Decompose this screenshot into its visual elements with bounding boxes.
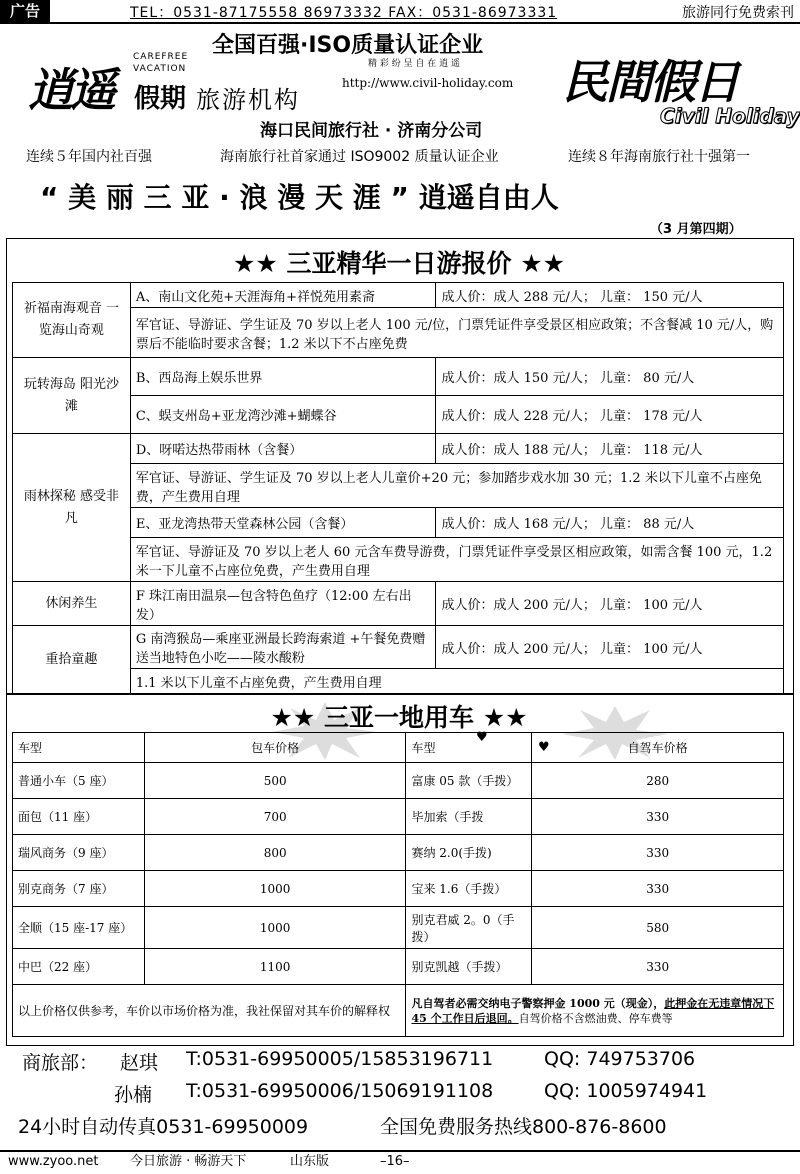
charter-car-type: 别克商务（7 座） — [13, 871, 145, 907]
category-de: 雨林探秘 感受非凡 — [13, 434, 131, 582]
note-e: 军官证、导游证及 70 岁以上老人 60 元含车费导游费，门票凭证件享受景区相应政策，如需含餐 100 元，1.2 米一下儿童不占座位免费，产生费用自理 — [130, 538, 783, 582]
note-a: 军官证、导游证、学生证及 70 岁以上老人 100 元/位，门票凭证件享受景区相应政策；不含餐减 10 元/人，购票后不能临时要求含餐；1.2 米以下不占座免费 — [130, 308, 783, 358]
self-drive-car-type: 宝来 1.6（手拨） — [406, 871, 532, 907]
self-drive-price: 280 — [532, 763, 784, 799]
hotline: 全国免费服务热线800-876-8600 — [380, 1116, 667, 1138]
charter-price: 1100 — [144, 949, 406, 985]
contact-name: 赵琪 — [120, 1052, 159, 1074]
self-drive-price: 330 — [532, 949, 784, 985]
slogan-sub: 精 彩 纷 呈 自 在 逍 遥 — [368, 59, 461, 69]
issue-number: （3 月第四期） — [650, 222, 742, 237]
car-rental-table — [12, 732, 784, 1037]
price-disclaimer: 以上价格仅供参考，车价以市场价格为准，我社保留对其车价的解释权 — [13, 985, 406, 1037]
table-row — [13, 835, 784, 871]
bottom-bar — [0, 1150, 800, 1174]
logo-en-2: VACATION — [133, 64, 187, 74]
achievement-1: 连续５年国内社百强 — [26, 149, 152, 165]
self-drive-car-type: 富康 05 款（手拨） — [406, 763, 532, 799]
table-row — [13, 763, 784, 799]
brand-suffix: 旅游机构 — [196, 86, 300, 114]
charter-car-type: 面包（11 座） — [13, 799, 145, 835]
slogan-main: 全国百强·ISO质量认证企业 — [212, 33, 484, 58]
heart-icon: ♥ — [538, 740, 550, 755]
category-f: 休闲养生 — [13, 582, 131, 626]
website: http://www.civil-holiday.com — [342, 76, 514, 90]
column-header: 车型 — [13, 733, 145, 763]
free-catalog-note: 旅游同行免费索刊 — [682, 5, 794, 21]
note-g: 1.1 米以下儿童不占座免费，产生费用自理 — [130, 669, 783, 695]
fax-line: 24小时自动传真0531-69950009 — [18, 1116, 309, 1138]
self-drive-car-type: 毕加索（手拨 — [406, 799, 532, 835]
contact-name: 孙楠 — [114, 1084, 153, 1106]
price-f: 成人价：成人 200 元/人； 儿童： 100 元/人 — [436, 582, 784, 626]
table-row — [13, 871, 784, 907]
route-a: A、南山文化苑+天涯海角+祥悦苑用素斋 — [130, 283, 436, 308]
banner-title — [40, 176, 780, 216]
contact-phone: T:0531-69950006/15069191108 — [186, 1080, 494, 1102]
brand-name: 假期 — [134, 84, 187, 114]
contact-qq: QQ: 749753706 — [544, 1048, 696, 1070]
charter-price: 1000 — [144, 907, 406, 949]
dept-label: 商旅部： — [22, 1052, 99, 1074]
page-number: –16– — [380, 1154, 410, 1169]
price-b: 成人价：成人 150 元/人； 儿童： 80 元/人 — [436, 358, 784, 396]
route-g: G 南湾猴岛—乘座亚洲最长跨海索道 +午餐免费赠送当地特色小吃——陵水酸粉 — [130, 626, 436, 669]
table-row — [13, 434, 784, 464]
self-drive-price: 580 — [532, 907, 784, 949]
section1-title: ★★ 三亚精华一日游报价 ★★ — [232, 249, 566, 278]
tour-price-table — [12, 282, 784, 695]
achievement-2: 海南旅行社首家通过 ISO9002 质量认证企业 — [220, 149, 499, 165]
category-a: 祈福南海观音 一览海山奇观 — [13, 283, 131, 358]
self-drive-car-type: 别克君威 2。0（手拨） — [406, 907, 532, 949]
table-notes-row — [13, 985, 784, 1037]
charter-car-type: 全顺（15 座-17 座） — [13, 907, 145, 949]
note-d: 军官证、导游证、学生证及 70 岁以上老人儿童价+20 元；参加踏步戏水加 30 元；1.2 米以下儿童不占座免费，产生费用自理 — [130, 464, 783, 508]
branch-name: 海口民间旅行社 · 济南分公司 — [260, 121, 483, 141]
charter-price: 500 — [144, 763, 406, 799]
top-bar — [0, 0, 800, 24]
header — [0, 24, 800, 174]
charter-car-type: 普通小车（5 座） — [13, 763, 145, 799]
price-e: 成人价：成人 168 元/人； 儿童： 88 元/人 — [436, 508, 784, 538]
charter-price: 800 — [144, 835, 406, 871]
route-f: F 珠江南田温泉—包含特色鱼疗（12:00 左右出发） — [130, 582, 436, 626]
contact-line: TEL：0531-87175558 86973332 FAX：0531-86973331 — [130, 5, 558, 21]
category-bc: 玩转海岛 阳光沙滩 — [13, 358, 131, 434]
price-a: 成人价：成人 288 元/人； 儿童： 150 元/人 — [436, 283, 784, 308]
table-row — [13, 358, 784, 396]
table-row — [13, 582, 784, 626]
route-d: D、呀喏达热带雨林（含餐） — [130, 434, 436, 464]
category-g: 重拾童趣 — [13, 626, 131, 695]
route-b: B、西岛海上娱乐世界 — [130, 358, 436, 396]
price-g: 成人价：成人 200 元/人； 儿童： 100 元/人 — [436, 626, 784, 669]
charter-price: 1000 — [144, 871, 406, 907]
column-header: 包车价格 — [144, 733, 406, 763]
table-row — [13, 626, 784, 669]
contact-phone: T:0531-69950005/15853196711 — [186, 1048, 494, 1070]
magazine-slogan: 今日旅游 · 畅游天下 — [130, 1154, 247, 1169]
self-drive-price: 330 — [532, 871, 784, 907]
logo-mark: 逍遥 — [28, 63, 112, 117]
banner-title-tail: 逍遥自由人 — [418, 181, 559, 214]
self-drive-car-type: 赛纳 2.0(手拨) — [406, 835, 532, 871]
deposit-note-a: 凡自驾者必需交纳电子警察押金 1000 元（现金）， — [411, 996, 665, 1010]
deposit-note — [406, 985, 784, 1037]
deposit-note-c: 自驾价格不含燃油费、停车费等 — [518, 1011, 673, 1025]
contact-qq: QQ: 1005974941 — [544, 1080, 708, 1102]
table-row — [13, 949, 784, 985]
table-row — [13, 907, 784, 949]
route-c: C、蜈支州岛+亚龙湾沙滩+蝴蝶谷 — [130, 396, 436, 434]
table-header-row — [13, 733, 784, 763]
section2-title: ★★ 三亚一地用车 ★★ — [270, 703, 528, 732]
column-header: 自驾车价格 — [532, 733, 784, 763]
price-c: 成人价：成人 228 元/人； 儿童： 178 元/人 — [436, 396, 784, 434]
table-row — [13, 799, 784, 835]
self-drive-price: 330 — [532, 835, 784, 871]
deposit-note-b: 此押金在无违章情况下 45 个工作日后退回。 — [411, 996, 775, 1025]
route-e: E、亚龙湾热带天堂森林公园（含餐） — [130, 508, 436, 538]
banner-title-quoted: “ 美 丽 三 亚 · 浪 漫 天 涯 ” — [40, 181, 409, 214]
charter-car-type: 瑞风商务（9 座） — [13, 835, 145, 871]
edition: 山东版 — [290, 1154, 330, 1169]
self-drive-price: 330 — [532, 799, 784, 835]
civil-holiday-en: Civil Holiday — [660, 104, 800, 128]
charter-price: 700 — [144, 799, 406, 835]
achievement-3: 连续８年海南旅行社十强第一 — [568, 149, 750, 165]
civil-holiday-logo: 民間假日 — [562, 55, 738, 109]
self-drive-car-type: 别克凯越（手拨） — [406, 949, 532, 985]
ad-label: 广告 — [0, 0, 50, 22]
site-url: www.zyoo.net — [8, 1154, 99, 1169]
price-d: 成人价：成人 188 元/人； 儿童： 118 元/人 — [436, 434, 784, 464]
logo-en-1: CAREFREE — [133, 52, 189, 62]
column-header: 车型 — [406, 733, 532, 763]
charter-car-type: 中巴（22 座） — [13, 949, 145, 985]
table-row — [13, 283, 784, 308]
heart-icon: ♥ — [476, 730, 488, 745]
